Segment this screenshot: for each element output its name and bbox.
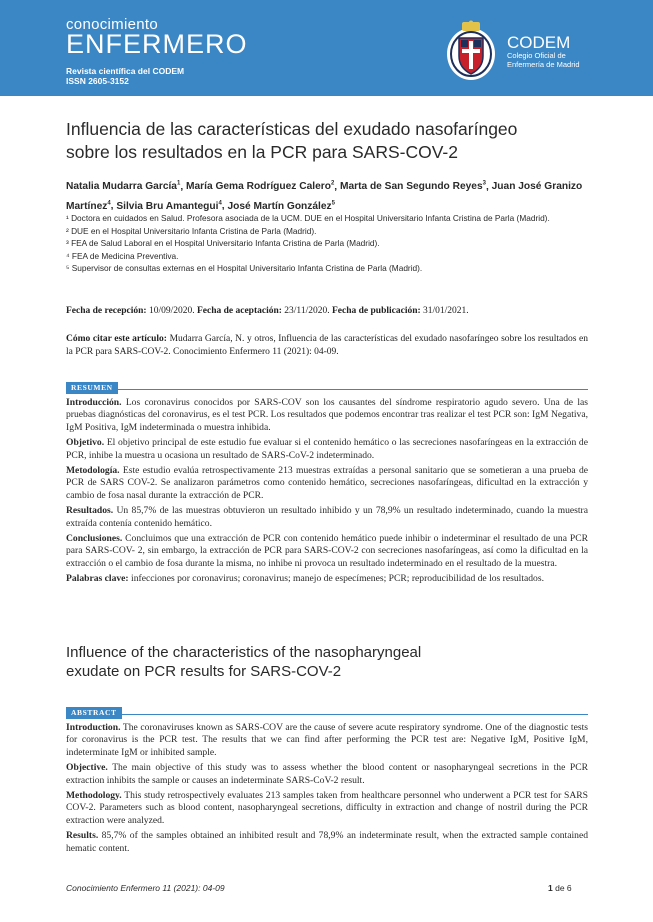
resumen-label: RESUMEN xyxy=(66,382,118,394)
resumen-header xyxy=(66,377,588,390)
article-title xyxy=(66,118,596,164)
issn: ISSN 2605-3152 xyxy=(66,76,129,86)
author: María Gema Rodríguez Calero$^2$ xyxy=(186,181,335,193)
resumen-paragraph: Introducción. Los coronavirus conocidos por SARS-COV son los causantes del síndrome respiratorio agudo severo. Una de las pruebas diagnósticas del coronavirus, es el test PCR. Los resultados que podemos encontrar tras realizar el test PCR son: IgM Negativa, IgM Positiva, IgM indeterminada o muestra inhibida. xyxy=(66,397,588,433)
english-title-line1: Influence of the characteristics of the nasopharyngeal xyxy=(66,644,422,661)
affiliation: ³ FEA de Salud Laboral en el Hospital Universitario Infanta Cristina de Parla (Madrid). xyxy=(66,238,380,248)
brand-top-text: conocimiento xyxy=(66,16,158,33)
resumen-paragraph: Objetivo. El objetivo principal de este estudio fue evaluar si el contenido hemático o las secreciones nasofaríngeas en la extracción de PCR, inhibe la muestra u ocasiona un resultado de SARS-CoV-2 indeterminado. xyxy=(66,437,588,461)
org-name: CODEM xyxy=(507,33,571,52)
english-title-line2: exudate on PCR results for SARS-COV-2 xyxy=(66,663,342,680)
author: Juan José Granizo Martínez$^4$ xyxy=(66,181,583,212)
org-subtitle xyxy=(507,52,580,69)
resumen-paragraph: Conclusiones. Concluimos que una extracción de PCR con contenido hemático puede inhibir o indeterminar el resultado de una PCR para SARS-COV- 2, sin embargo, la extracción de PCR para SARS-COV-2 con secreciones nasofaríngeas, así como la dificultad en la extracción o el cambio de fosa durante la misma, no inhibe ni provoca un resultado indeterminado en el resultado de la muestra. xyxy=(66,533,588,569)
affiliations xyxy=(66,212,588,275)
affiliation: ² DUE en el Hospital Universitario Infanta Cristina de Parla (Madrid). xyxy=(66,225,317,236)
abstract-paragraph: Introduction. The coronaviruses known as SARS-COV are the cause of severe acute respiratory syndrome. One of the diagnostic tests for coronavirus is the PCR test. The results that we can find after performing the PCR test are: Negative IgM, Positive IgM, indeterminate IgM or inhibited sample. xyxy=(66,722,588,758)
journal-header xyxy=(0,0,653,96)
resumen-paragraph: Metodología. Este estudio evalúa retrospectivamente 213 muestras extraídas a personal sanitario que se sometieran a una prueba de PCR de SARS COV-2. Se analizaron parámetros como contenido hemático, secreciones nasofaríngeas, dificultad en la extracción y cambio de fosa nasal durante la extracción de PCR. xyxy=(66,465,588,501)
journal-subtitle: Revista científica del CODEM xyxy=(66,66,185,76)
abstract-paragraph: Objective. The main objective of this study was to assess whether the blood content or nasopharyngeal secretions in the PCR extraction inhibits the sample or causes an indeterminate SARS-CoV-2 result. xyxy=(66,762,588,786)
author-list: Natalia Mudarra García$^1$, María Gema Rodríguez Calero$^2$, Marta de San Segundo Reyes$^3$, Juan José Granizo Martínez$^4$, Silvia Bru Amantegui$^4$, José Martín González$^5$ xyxy=(66,181,583,212)
affiliation: ¹ Doctora en cuidados en Salud. Profesora asociada de la UCM. DUE en el Hospital Universitario Infanta Cristina de Parla (Madrid). xyxy=(66,213,550,223)
citation: Cómo citar este artículo: Mudarra García, N. y otros, Influencia de las características del exudado nasofaríngeo sobre los resultados en la PCR para SARS-COV-2. Conocimiento Enfermero 11 (2021): 04-09. xyxy=(66,334,589,357)
page-number: 1 de 6 xyxy=(548,883,572,893)
abstract-header xyxy=(66,702,588,715)
article-title-line1: Influencia de las características del exudado nasofaríngeo xyxy=(66,119,518,139)
resumen-paragraph: Resultados. Un 85,7% de las muestras obtuvieron un resultado inhibido y un 78,9% un resultado indeterminado, cuando la muestra extraída contenía contenido hemático. xyxy=(66,505,589,529)
author: Marta de San Segundo Reyes$^3$ xyxy=(339,181,486,193)
abstract-paragraph: Results. 85,7% of the samples obtained an inhibited result and 78,9% an indeterminate result, when the extracted sample contained hematic content. xyxy=(66,830,588,854)
affiliation: ⁴ FEA de Medicina Preventiva. xyxy=(66,250,179,261)
brand-subtitle xyxy=(66,66,184,86)
article-title-line2: sobre los resultados en la PCR para SARS-COV-2 xyxy=(66,142,458,162)
author: Silvia Bru Amantegui$^4$ xyxy=(116,200,222,212)
affiliation: ⁵ Supervisor de consultas externas en el Hospital Universitario Infanta Cristina de Parla (Madrid). xyxy=(66,263,423,273)
org-subtitle-line1: Colegio Oficial de xyxy=(507,51,566,60)
org-subtitle-line2: Enfermería de Madrid xyxy=(507,59,580,69)
author: Natalia Mudarra García$^1$ xyxy=(66,181,181,193)
abstract-label: ABSTRACT xyxy=(66,707,122,719)
author: José Martín González$^5$ xyxy=(227,200,335,212)
abstract-body xyxy=(66,722,588,858)
abstract-paragraph: Methodology. This study retrospectively evaluates 213 samples taken from healthcare personnel who underwent a PCR test for SARS COV-2. Parameters such as blood content, nasopharyngeal secretions, difficulty in extraction and change of nostril during the PCR extraction were analyzed. xyxy=(66,790,588,826)
codem-crest-icon xyxy=(445,20,497,82)
brand-main-text: ENFERMERO xyxy=(66,29,248,59)
resumen-paragraph: Palabras clave: infecciones por coronavirus; coronavirus; manejo de especímenes; PCR; reproducibilidad de los resultados. xyxy=(66,573,544,585)
article-dates: Fecha de recepción: 10/09/2020. Fecha de aceptación: 23/11/2020. Fecha de publicación: 31/01/2021. xyxy=(66,306,469,316)
resumen-body xyxy=(66,397,588,589)
english-title xyxy=(66,643,596,681)
footer-journal: Conocimiento Enfermero 11 (2021): 04-09 xyxy=(66,883,225,893)
